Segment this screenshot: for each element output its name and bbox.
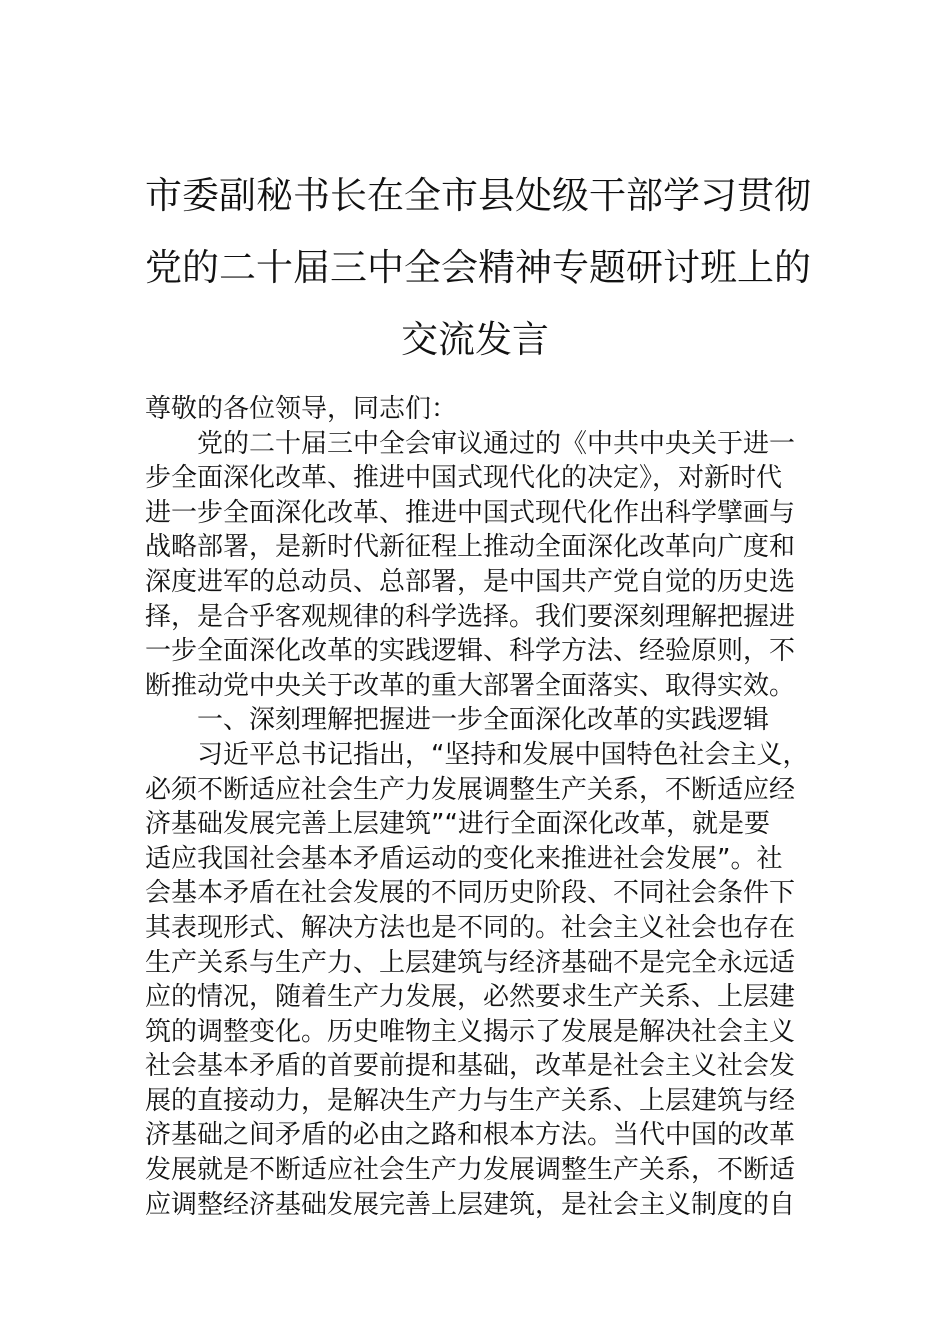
title-line: 党的二十届三中全会精神专题研讨班上的: [145, 246, 811, 289]
text-line: 适应我国社会基本矛盾运动的变化来推进社会发展”。社: [145, 843, 783, 874]
text-line: 展的直接动力，是解决生产力与生产关系、上层建筑与经: [145, 1085, 796, 1116]
text-line: 断推动党中央关于改革的重大部署全面落实、取得实效。: [145, 670, 796, 701]
title-line: 市委副秘书长在全市县处级干部学习贯彻: [145, 174, 811, 217]
text-line: 筑的调整变化。历史唯物主义揭示了发展是解决社会主义: [145, 1016, 796, 1047]
text-line: 进一步全面深化改革、推进中国式现代化作出科学擘画与: [145, 497, 796, 528]
text-line: 社会基本矛盾的首要前提和基础，改革是社会主义社会发: [145, 1051, 796, 1082]
text-line: 发展就是不断适应社会生产力发展调整生产关系，不断适: [145, 1155, 796, 1186]
text-line: 生产关系与生产力、上层建筑与经济基础不是完全永远适: [145, 947, 796, 978]
salutation: 尊敬的各位领导，同志们：: [145, 394, 458, 424]
text-line: 济基础之间矛盾的必由之路和根本方法。当代中国的改革: [145, 1120, 796, 1151]
text-line: 深度进军的总动员、总部署，是中国共产党自觉的历史选: [145, 566, 796, 597]
section-heading-text: 一、深刻理解把握进一步全面深化改革的实践逻辑: [197, 705, 770, 736]
text-line: 其表现形式、解决方法也是不同的。社会主义社会也存在: [145, 912, 796, 943]
section-heading: [145, 703, 805, 738]
text-line: 一步全面深化改革的实践逻辑、科学方法、经验原则，不: [145, 636, 796, 667]
text-line: 济基础发展完善上层建筑”“进行全面深化改革，就是要: [145, 809, 770, 840]
text-line: 择，是合乎客观规律的科学选择。我们要深刻理解把握进: [145, 601, 796, 632]
document-title: [145, 160, 811, 376]
text-line: 应调整经济基础发展完善上层建筑，是社会主义制度的自: [145, 1189, 796, 1220]
text-line: 应的情况，随着生产力发展，必然要求生产关系、上层建: [145, 982, 796, 1013]
text-line: 会基本矛盾在社会发展的不同历史阶段、不同社会条件下: [145, 878, 796, 909]
text-line: 战略部署，是新时代新征程上推动全面深化改革向广度和: [145, 532, 796, 563]
text-line: 习近平总书记指出，“坚持和发展中国特色社会主义，: [197, 739, 809, 770]
paragraph-practice-logic: [145, 738, 809, 1222]
text-line: 必须不断适应社会生产力发展调整生产关系，不断适应经: [145, 774, 796, 805]
paragraph-intro: [145, 427, 805, 704]
document-body: [145, 392, 809, 1222]
title-line: 交流发言: [401, 318, 549, 361]
text-line: 党的二十届三中全会审议通过的《中共中央关于进一: [197, 428, 796, 459]
text-line: 步全面深化改革、推进中国式现代化的决定》，对新时代: [145, 463, 783, 494]
